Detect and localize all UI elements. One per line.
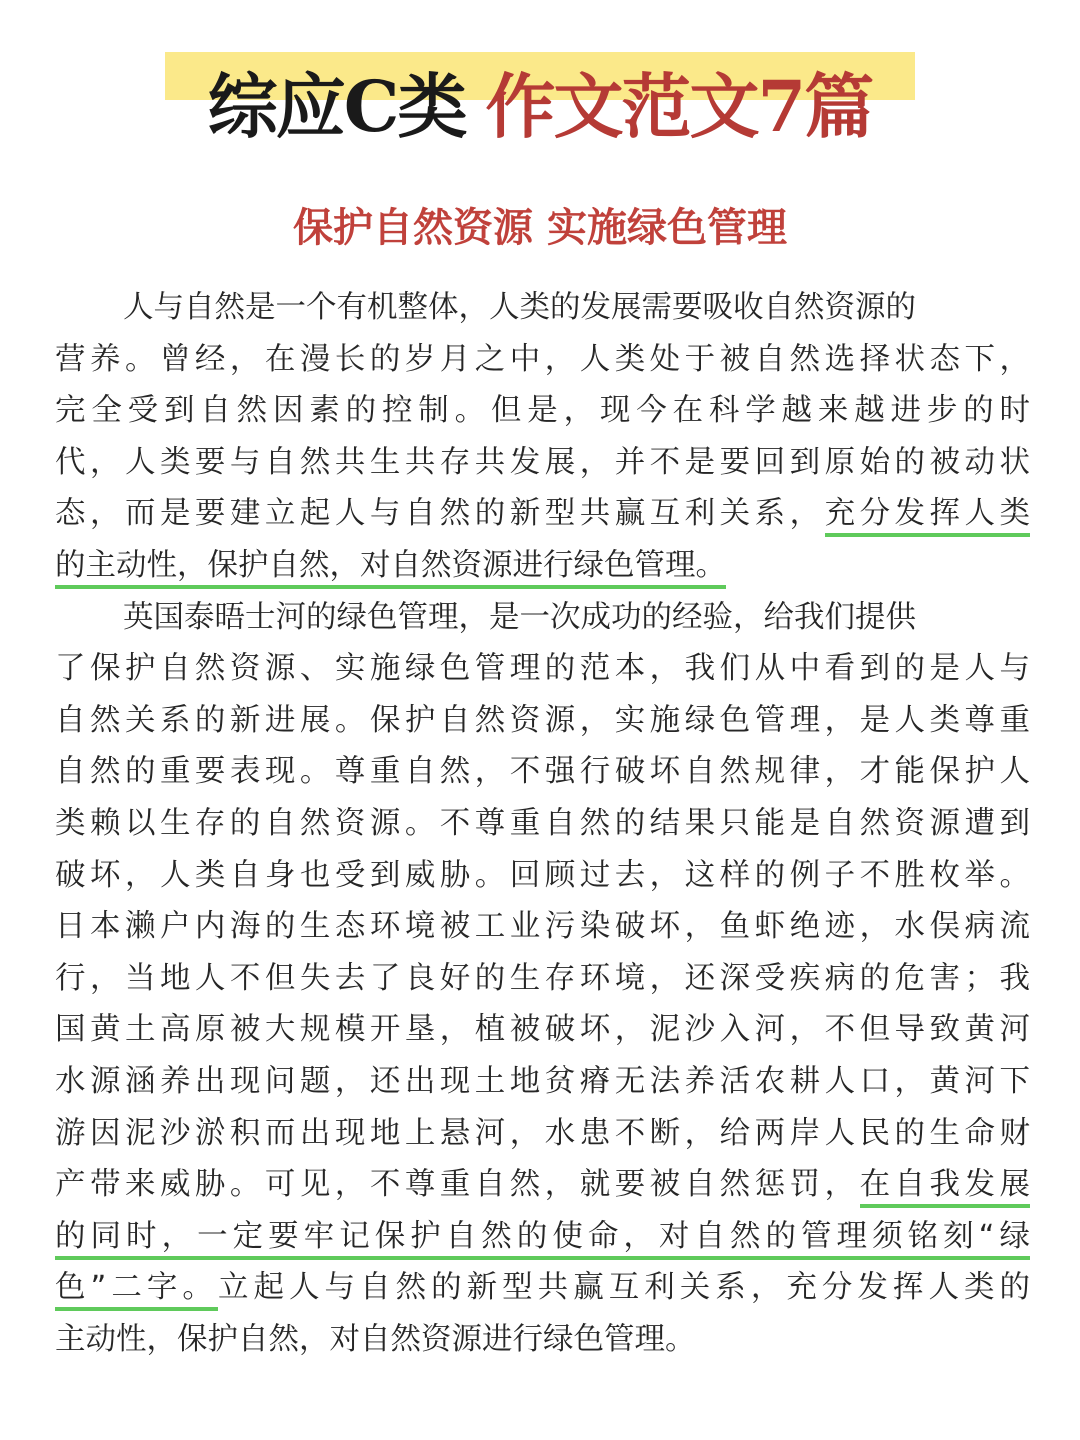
text-line: 破坏，人类自身也受到威胁。回顾过去，这样的例子不胜枚举。 xyxy=(55,857,1030,893)
text-line: 类赖以生存的自然资源。不尊重自然的结果只能是自然资源遭到 xyxy=(55,805,1030,841)
text-line xyxy=(55,540,1030,592)
text-line: 营养。曾经，在漫长的岁月之中，人类处于被自然选择状态下， xyxy=(55,341,1030,377)
article-subtitle: 保护自然资源 实施绿色管理 xyxy=(293,205,787,251)
text-line: 色”二字。立起人与自然的新型共赢互利关系，充分发挥人类的 xyxy=(55,1262,1030,1314)
text-line: 态，而是要建立起人与自然的新型共赢互利关系，充分发挥人类 xyxy=(55,488,1030,540)
text-line: 了保护自然资源、实施绿色管理的范本，我们从中看到的是人与 xyxy=(55,651,1030,687)
underlined-phrase: 在自我发展 xyxy=(860,1167,1030,1208)
title-part-1: 综应C类 xyxy=(207,65,466,148)
article-body xyxy=(55,282,1030,1365)
text-line xyxy=(55,1211,1030,1263)
text-line: 完全受到自然因素的控制。但是，现今在科学越来越进步的时 xyxy=(55,393,1030,429)
underlined-phrase: 的主动性，保护自然，对自然资源进行绿色管理。 xyxy=(55,548,726,589)
text-line: 行，当地人不但失去了良好的生存环境，还深受疾病的危害；我 xyxy=(55,960,1030,996)
text-line: 产带来威胁。可见，不尊重自然，就要被自然惩罚，在自我发展 xyxy=(55,1159,1030,1211)
text-line: 游因泥沙淤积而出现地上悬河，水患不断，给两岸人民的生命财 xyxy=(55,1115,1030,1151)
text-line: 主动性，保护自然，对自然资源进行绿色管理。 xyxy=(55,1321,696,1357)
text-line: 国黄土高原被大规模开垦，植被破坏，泥沙入河，不但导致黄河 xyxy=(55,1012,1030,1048)
underlined-phrase: 色”二字。 xyxy=(55,1270,218,1311)
text-line: 自然的重要表现。尊重自然，不强行破坏自然规律，才能保护人 xyxy=(55,754,1030,790)
title-part-2: 作文范文7篇 xyxy=(485,65,873,148)
text-line: 日本濑户内海的生态环境被工业污染破坏，鱼虾绝迹，水俣病流 xyxy=(55,909,1030,945)
title-banner xyxy=(0,52,1080,162)
text-line: 英国泰晤士河的绿色管理，是一次成功的经验，给我们提供 xyxy=(123,599,916,635)
text-line: 水源涵养出现问题，还出现土地贫瘠无法养活农耕人口，黄河下 xyxy=(55,1063,1030,1099)
text-line: 自然关系的新进展。保护自然资源，实施绿色管理，是人类尊重 xyxy=(55,702,1030,738)
underlined-phrase: 充分发挥人类 xyxy=(825,496,1030,537)
text-line: 代，人类要与自然共生共存共发展，并不是要回到原始的被动状 xyxy=(55,444,1030,480)
underlined-phrase: 的同时，一定要牢记保护自然的使命，对自然的管理须铭刻“绿 xyxy=(55,1219,1030,1260)
text-line: 人与自然是一个有机整体，人类的发展需要吸收自然资源的 xyxy=(123,290,916,325)
